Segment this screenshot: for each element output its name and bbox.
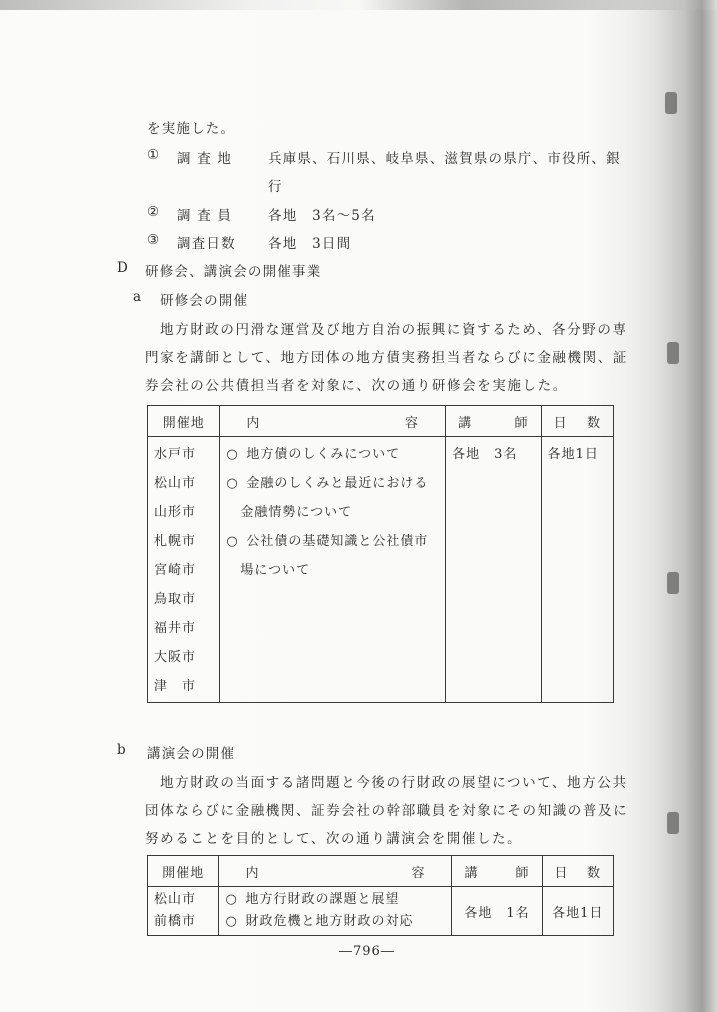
header-content: 内 容 xyxy=(219,856,452,887)
table-header-row xyxy=(148,406,614,437)
place: 大阪市 xyxy=(154,650,197,665)
item-value-continued: 行 xyxy=(268,179,283,195)
item-value: 各地 3名～5名 xyxy=(268,208,376,224)
header-days: 日 数 xyxy=(541,406,613,437)
table-row xyxy=(148,437,614,703)
days-cell: 各地1日 xyxy=(542,887,613,936)
binding-mark xyxy=(667,812,679,834)
binding-mark xyxy=(667,342,679,364)
paragraph-line: 券会社の公共債担当者を対象に、次の通り研修会を実施した。 xyxy=(145,378,568,394)
content-line: ○ 地方債のしくみについて xyxy=(226,447,401,462)
binding-mark xyxy=(665,92,677,114)
content-line: ○ 地方行財政の課題と展望 xyxy=(225,892,400,907)
place: 前橋市 xyxy=(154,914,197,929)
paragraph-line: 努めることを目的として、次の通り講演会を開催した。 xyxy=(145,831,523,847)
place: 津 市 xyxy=(154,679,197,694)
sub-a-title: 研修会の開催 xyxy=(160,293,249,309)
place: 札幌市 xyxy=(154,534,197,549)
place: 福井市 xyxy=(154,621,197,636)
item-value: 兵庫県、石川県、岐阜県、滋賀県の県庁、市役所、銀 xyxy=(268,151,621,167)
header-place: 開催地 xyxy=(148,406,220,437)
header-lecturer: 講 師 xyxy=(446,406,542,437)
place: 松山市 xyxy=(154,476,197,491)
item-mark: ① xyxy=(147,147,161,163)
item-label: 調査日数 xyxy=(177,236,236,252)
content-cell xyxy=(219,887,452,936)
sub-b-marker: b xyxy=(117,742,127,758)
paragraph-line: 地方財政の当面する諸問題と今後の行財政の展望について、地方公共 xyxy=(160,775,628,791)
paragraph-line: 地方財政の円滑な運営及び地方自治の振興に資するため、各分野の専 xyxy=(160,322,628,338)
places-cell xyxy=(148,437,220,703)
lecture-table xyxy=(147,855,614,936)
content-cell xyxy=(220,437,446,703)
intro-line: を実施した。 xyxy=(147,121,236,137)
content-line: 金融情勢について xyxy=(240,505,353,520)
item-label: 調 査 員 xyxy=(177,208,233,224)
item-label: 調 査 地 xyxy=(177,151,233,167)
seminar-table xyxy=(147,405,614,703)
header-place: 開催地 xyxy=(148,856,219,887)
places-cell xyxy=(148,887,219,936)
header-lecturer: 講 師 xyxy=(452,856,542,887)
section-d-marker: D xyxy=(117,260,130,276)
item-value: 各地 3日間 xyxy=(268,236,352,252)
place: 鳥取市 xyxy=(154,592,197,607)
book-binding-shadow xyxy=(657,0,717,1012)
table-header-row xyxy=(148,856,614,887)
lecturer-cell: 各地 3名 xyxy=(446,437,542,703)
top-edge-shadow xyxy=(0,0,717,10)
content-line: ○ 金融のしくみと最近における xyxy=(226,476,429,491)
item-mark: ③ xyxy=(147,232,161,248)
header-content: 内 容 xyxy=(220,406,446,437)
binding-mark xyxy=(667,572,679,594)
place: 水戸市 xyxy=(154,447,197,462)
place: 松山市 xyxy=(154,892,197,907)
sub-b-title: 講演会の開催 xyxy=(147,746,236,762)
table-row xyxy=(148,887,614,936)
section-d-title: 研修会、講演会の開催事業 xyxy=(145,264,322,280)
header-days: 日 数 xyxy=(542,856,613,887)
page-number: ―796― xyxy=(339,944,395,959)
content-line: ○ 公社債の基礎知識と公社債市 xyxy=(226,534,429,549)
content-line: ○ 財政危機と地方財政の対応 xyxy=(225,914,414,929)
item-mark: ② xyxy=(147,204,161,220)
place: 宮崎市 xyxy=(154,563,197,578)
days-cell: 各地1日 xyxy=(541,437,613,703)
place: 山形市 xyxy=(154,505,197,520)
sub-a-marker: a xyxy=(133,289,143,305)
paragraph-line: 門家を講師として、地方団体の地方債実務担当者ならびに金融機関、証 xyxy=(145,350,628,366)
lecturer-cell: 各地 1名 xyxy=(452,887,542,936)
paragraph-line: 団体ならびに金融機関、証券会社の幹部職員を対象にその知識の普及に xyxy=(145,803,629,819)
content-line: 場について xyxy=(240,563,311,578)
